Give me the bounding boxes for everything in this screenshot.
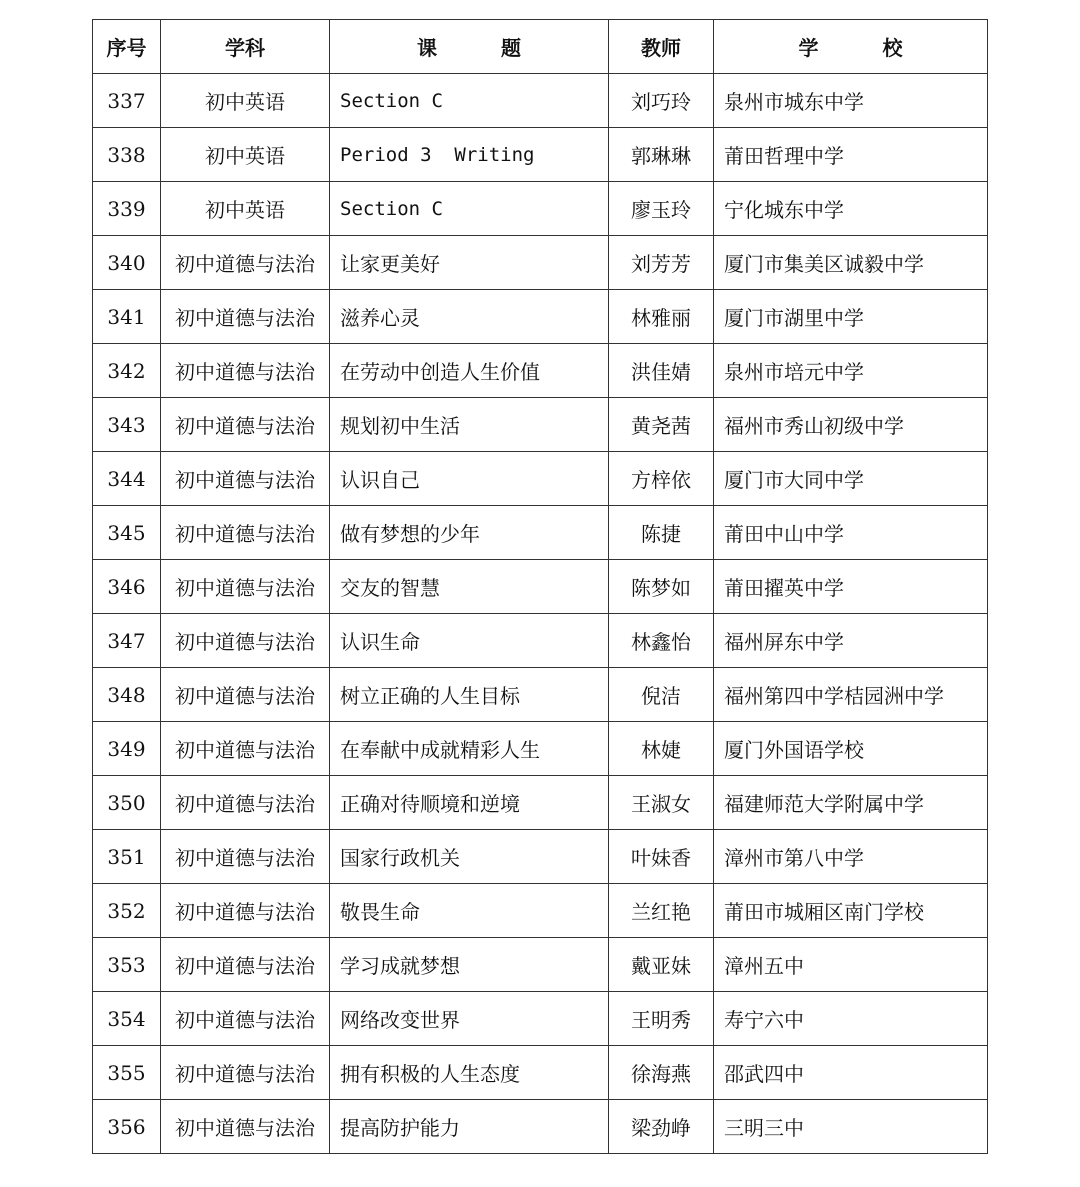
table-header-row	[93, 20, 988, 74]
table-row	[93, 614, 988, 668]
row-topic: 交友的智慧	[330, 560, 609, 614]
row-number: 344	[93, 452, 161, 506]
table-row	[93, 1100, 988, 1154]
row-school: 三明三中	[714, 1100, 988, 1154]
row-school: 泉州市城东中学	[714, 74, 988, 128]
table-row	[93, 938, 988, 992]
row-topic: 树立正确的人生目标	[330, 668, 609, 722]
row-subject: 初中英语	[161, 128, 330, 182]
row-teacher: 洪佳婧	[609, 344, 714, 398]
row-topic: 拥有积极的人生态度	[330, 1046, 609, 1100]
row-school: 厦门市大同中学	[714, 452, 988, 506]
row-school: 漳州市第八中学	[714, 830, 988, 884]
row-number: 348	[93, 668, 161, 722]
table-row	[93, 1046, 988, 1100]
row-subject: 初中道德与法治	[161, 992, 330, 1046]
row-school: 邵武四中	[714, 1046, 988, 1100]
row-topic: 学习成就梦想	[330, 938, 609, 992]
row-teacher: 郭琳琳	[609, 128, 714, 182]
row-topic: 认识生命	[330, 614, 609, 668]
table-row	[93, 182, 988, 236]
row-topic: 滋养心灵	[330, 290, 609, 344]
row-school: 福州市秀山初级中学	[714, 398, 988, 452]
row-topic: 网络改变世界	[330, 992, 609, 1046]
table-row	[93, 236, 988, 290]
row-topic: Section C	[330, 182, 609, 236]
row-topic: 认识自己	[330, 452, 609, 506]
row-topic: 正确对待顺境和逆境	[330, 776, 609, 830]
header-subject: 学科	[161, 20, 330, 74]
row-subject: 初中道德与法治	[161, 830, 330, 884]
row-subject: 初中道德与法治	[161, 722, 330, 776]
row-number: 354	[93, 992, 161, 1046]
row-subject: 初中英语	[161, 182, 330, 236]
table-row	[93, 452, 988, 506]
row-school: 泉州市培元中学	[714, 344, 988, 398]
header-school-char-2: 校	[882, 36, 903, 60]
row-subject: 初中英语	[161, 74, 330, 128]
row-number: 349	[93, 722, 161, 776]
row-subject: 初中道德与法治	[161, 398, 330, 452]
row-topic: 做有梦想的少年	[330, 506, 609, 560]
row-teacher: 叶妹香	[609, 830, 714, 884]
header-topic-char-2: 题	[501, 36, 521, 60]
row-teacher: 林雅丽	[609, 290, 714, 344]
row-number: 351	[93, 830, 161, 884]
row-teacher: 倪洁	[609, 668, 714, 722]
table-row	[93, 830, 988, 884]
row-school: 厦门市集美区诚毅中学	[714, 236, 988, 290]
table-row	[93, 776, 988, 830]
row-topic: 国家行政机关	[330, 830, 609, 884]
row-number: 350	[93, 776, 161, 830]
table-row	[93, 722, 988, 776]
row-teacher: 王明秀	[609, 992, 714, 1046]
row-number: 356	[93, 1100, 161, 1154]
row-topic: Section C	[330, 74, 609, 128]
row-topic: 规划初中生活	[330, 398, 609, 452]
row-number: 346	[93, 560, 161, 614]
row-subject: 初中道德与法治	[161, 344, 330, 398]
table-row	[93, 398, 988, 452]
row-teacher: 刘巧玲	[609, 74, 714, 128]
row-subject: 初中道德与法治	[161, 290, 330, 344]
row-teacher: 梁劲峥	[609, 1100, 714, 1154]
row-teacher: 陈梦如	[609, 560, 714, 614]
row-school: 福州屏东中学	[714, 614, 988, 668]
row-number: 342	[93, 344, 161, 398]
row-teacher: 戴亚妹	[609, 938, 714, 992]
row-topic: 在奉献中成就精彩人生	[330, 722, 609, 776]
table-row	[93, 506, 988, 560]
row-subject: 初中道德与法治	[161, 614, 330, 668]
row-subject: 初中道德与法治	[161, 1100, 330, 1154]
row-subject: 初中道德与法治	[161, 884, 330, 938]
row-number: 352	[93, 884, 161, 938]
row-subject: 初中道德与法治	[161, 236, 330, 290]
row-number: 337	[93, 74, 161, 128]
row-topic: 敬畏生命	[330, 884, 609, 938]
row-number: 355	[93, 1046, 161, 1100]
row-subject: 初中道德与法治	[161, 776, 330, 830]
table-row	[93, 74, 988, 128]
table-row	[93, 992, 988, 1046]
row-topic: 提高防护能力	[330, 1100, 609, 1154]
row-subject: 初中道德与法治	[161, 452, 330, 506]
header-topic	[330, 20, 609, 74]
row-teacher: 陈捷	[609, 506, 714, 560]
row-school: 厦门市湖里中学	[714, 290, 988, 344]
row-teacher: 林婕	[609, 722, 714, 776]
row-school: 漳州五中	[714, 938, 988, 992]
row-school: 莆田中山中学	[714, 506, 988, 560]
course-list-table	[92, 19, 988, 1154]
table-row	[93, 668, 988, 722]
row-subject: 初中道德与法治	[161, 506, 330, 560]
row-teacher: 兰红艳	[609, 884, 714, 938]
row-teacher: 刘芳芳	[609, 236, 714, 290]
row-teacher: 黄尧茜	[609, 398, 714, 452]
table-row	[93, 344, 988, 398]
row-topic: 让家更美好	[330, 236, 609, 290]
row-number: 341	[93, 290, 161, 344]
row-school: 福建师范大学附属中学	[714, 776, 988, 830]
table-row	[93, 884, 988, 938]
row-teacher: 方梓依	[609, 452, 714, 506]
row-subject: 初中道德与法治	[161, 560, 330, 614]
row-teacher: 徐海燕	[609, 1046, 714, 1100]
row-teacher: 王淑女	[609, 776, 714, 830]
table-row	[93, 290, 988, 344]
row-number: 338	[93, 128, 161, 182]
table-row	[93, 128, 988, 182]
row-school: 莆田市城厢区南门学校	[714, 884, 988, 938]
row-school: 厦门外国语学校	[714, 722, 988, 776]
row-number: 339	[93, 182, 161, 236]
row-teacher: 林鑫怡	[609, 614, 714, 668]
header-topic-char-1: 课	[417, 36, 437, 60]
row-subject: 初中道德与法治	[161, 668, 330, 722]
header-no: 序号	[93, 20, 161, 74]
row-school: 福州第四中学桔园洲中学	[714, 668, 988, 722]
row-subject: 初中道德与法治	[161, 1046, 330, 1100]
row-number: 347	[93, 614, 161, 668]
row-school: 寿宁六中	[714, 992, 988, 1046]
row-number: 345	[93, 506, 161, 560]
header-school-char-1: 学	[798, 36, 819, 60]
row-school: 宁化城东中学	[714, 182, 988, 236]
row-number: 340	[93, 236, 161, 290]
row-teacher: 廖玉玲	[609, 182, 714, 236]
header-school	[714, 20, 988, 74]
row-number: 353	[93, 938, 161, 992]
row-topic: 在劳动中创造人生价值	[330, 344, 609, 398]
row-topic: Period 3 Writing	[330, 128, 609, 182]
row-subject: 初中道德与法治	[161, 938, 330, 992]
row-school: 莆田哲理中学	[714, 128, 988, 182]
row-number: 343	[93, 398, 161, 452]
table-row	[93, 560, 988, 614]
row-school: 莆田擢英中学	[714, 560, 988, 614]
header-teacher: 教师	[609, 20, 714, 74]
